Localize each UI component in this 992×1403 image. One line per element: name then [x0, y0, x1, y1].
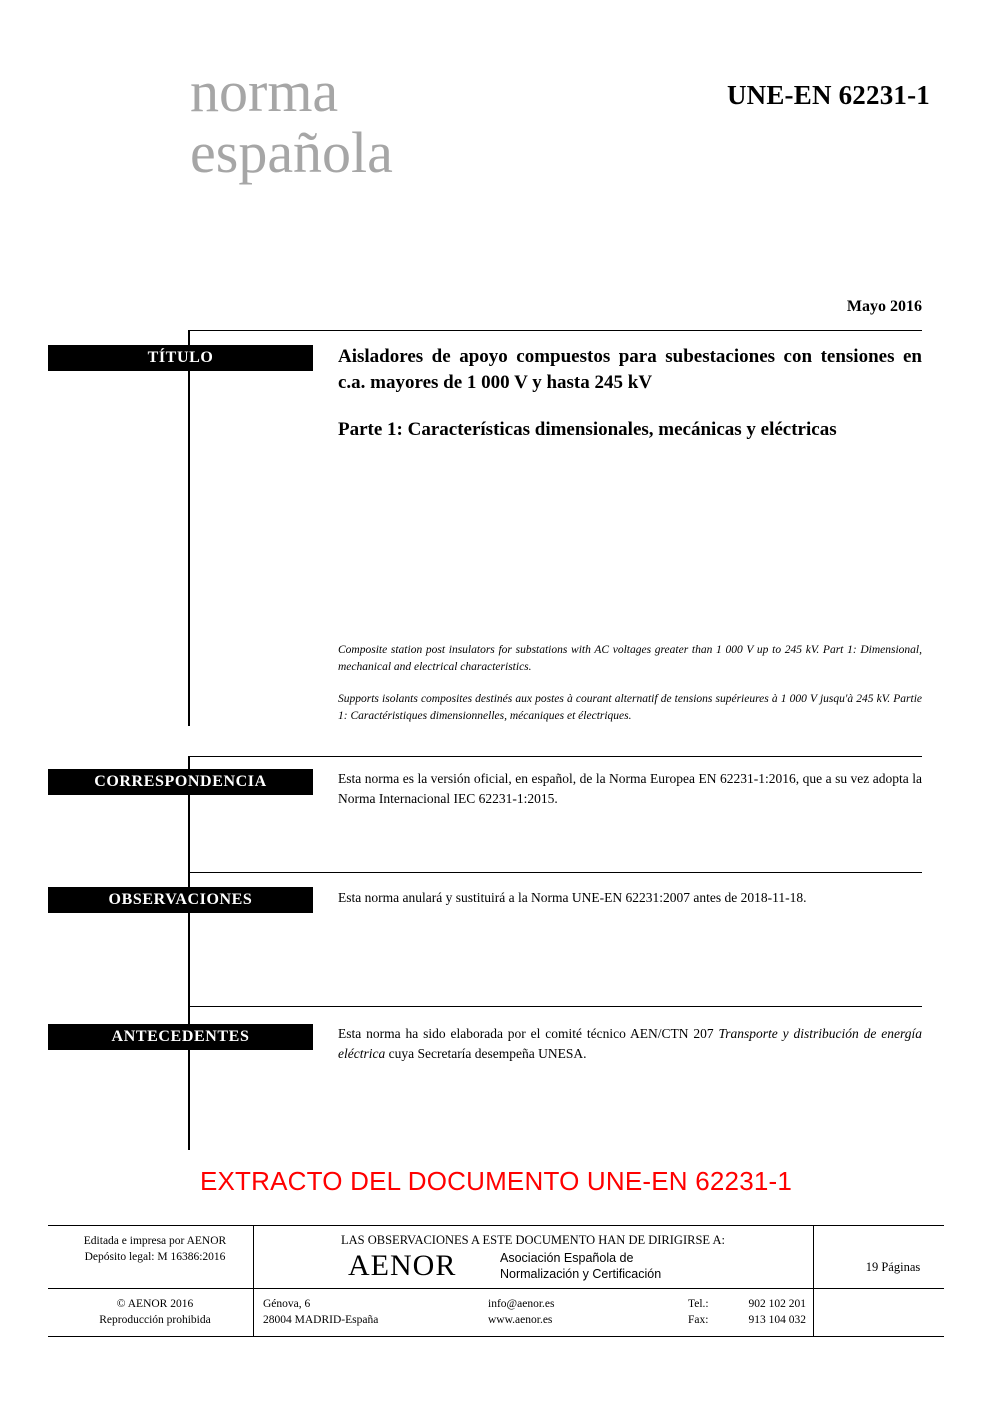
correspondencia-text: Esta norma es la versión oficial, en español, de la Norma Europea EN 62231-1:2016, que a su vez adopta la Norma Internacional IEC 62231-1:2015. — [338, 771, 922, 806]
footer-address-line-1: Génova, 6 — [263, 1298, 311, 1310]
logo-line-2: española — [190, 120, 393, 186]
logo-line-1: norma — [190, 59, 339, 124]
footer-address — [263, 1297, 453, 1328]
footer-page-count: 19 Páginas — [865, 1260, 921, 1274]
footer-website[interactable]: www.aenor.es — [488, 1313, 553, 1326]
section-body-observaciones — [338, 888, 922, 908]
footer-fax-row — [688, 1313, 818, 1329]
footer-vertical-rule-left — [253, 1225, 254, 1337]
footer-contact-web — [488, 1297, 668, 1328]
aenor-subtitle-line-1: Asociación Española de — [500, 1251, 634, 1265]
document-code: UNE-EN 62231-1 — [726, 80, 930, 110]
vertical-rule-titulo — [188, 330, 190, 726]
section-body-titulo — [338, 344, 922, 443]
section-label-titulo: TÍTULO — [48, 345, 313, 371]
divider-top — [188, 330, 922, 331]
footer-tel-value: 902 102 201 — [748, 1298, 806, 1310]
footer-observations-notice: LAS OBSERVACIONES A ESTE DOCUMENTO HAN DE DIRIGIRSE A: — [341, 1233, 725, 1247]
document-title: Aisladores de apoyo compuestos para subestaciones con tensiones en c.a. mayores de 1 000 V y hasta 245 kV — [338, 346, 922, 393]
antecedentes-text-part2: cuya Secretaría desempeña UNESA. — [385, 1045, 587, 1061]
footer-email[interactable]: info@aenor.es — [488, 1298, 555, 1310]
footer-tel-label: Tel.: — [688, 1298, 709, 1310]
translation-french: Supports isolants composites destinés aux postes à courant alternatif de tensions supérieures à 1 000 V jusqu'à 245 kV. Partie 1: Caractéristiques dimensionnelles, mécaniques et électriques. — [338, 693, 922, 723]
footer-fax-value: 913 104 032 — [748, 1313, 806, 1326]
footer-copyright — [60, 1297, 250, 1328]
translation-english: Composite station post insulators for substations with AC voltages greater than 1 000 V up to 245 kV. Part 1: Dimensional, mechanical and electrical characteristics. — [338, 644, 922, 673]
extract-banner: EXTRACTO DEL DOCUMENTO UNE-EN 62231-1 — [199, 1166, 793, 1196]
divider-antecedentes-top — [188, 1006, 922, 1007]
divider-observaciones-top — [188, 872, 922, 873]
footer-fax-label: Fax: — [688, 1313, 709, 1326]
footer-divider-mid — [48, 1288, 944, 1289]
aenor-subtitle — [500, 1251, 661, 1282]
footer-editor-line-1: Editada e impresa por AENOR — [83, 1235, 227, 1247]
antecedentes-text — [338, 1024, 922, 1063]
footer-copyright-line-2: Reproducción prohibida — [99, 1313, 211, 1326]
footer-divider-bottom — [48, 1336, 944, 1337]
footer-address-line-2: 28004 MADRID-España — [263, 1313, 379, 1326]
divider-correspondencia-top — [188, 756, 922, 757]
document-date: Mayo 2016 — [846, 298, 922, 315]
section-body-correspondencia — [338, 769, 922, 808]
section-translations — [338, 642, 922, 725]
section-label-observaciones: OBSERVACIONES — [48, 887, 313, 913]
aenor-logo: AENOR — [348, 1249, 457, 1282]
observaciones-text: Esta norma anulará y sustituirá a la Norma UNE-EN 62231:2007 antes de 2018-11-18. — [338, 890, 807, 905]
section-label-antecedentes: ANTECEDENTES — [48, 1024, 313, 1050]
masthead — [190, 59, 930, 186]
footer-phone — [688, 1297, 818, 1328]
footer-tel-row — [688, 1297, 818, 1313]
section-body-antecedentes — [338, 1024, 922, 1063]
page-footer — [48, 1225, 944, 1337]
footer-editor-line-2: Depósito legal: M 16386:2016 — [84, 1250, 226, 1263]
footer-editor — [60, 1234, 250, 1265]
antecedentes-text-italic: Transporte y distribución de energía eléctrica — [338, 1026, 922, 1061]
antecedentes-text-part1: Esta norma ha sido elaborada por el comité técnico AEN/CTN 207 — [338, 1026, 719, 1041]
footer-divider-top — [48, 1225, 944, 1226]
section-label-correspondencia: CORRESPONDENCIA — [48, 769, 313, 795]
footer-copyright-line-1: © AENOR 2016 — [116, 1298, 194, 1310]
document-part-title: Parte 1: Características dimensionales, mecánicas y eléctricas — [338, 419, 837, 441]
aenor-subtitle-line-2: Normalización y Certificación — [500, 1266, 662, 1281]
